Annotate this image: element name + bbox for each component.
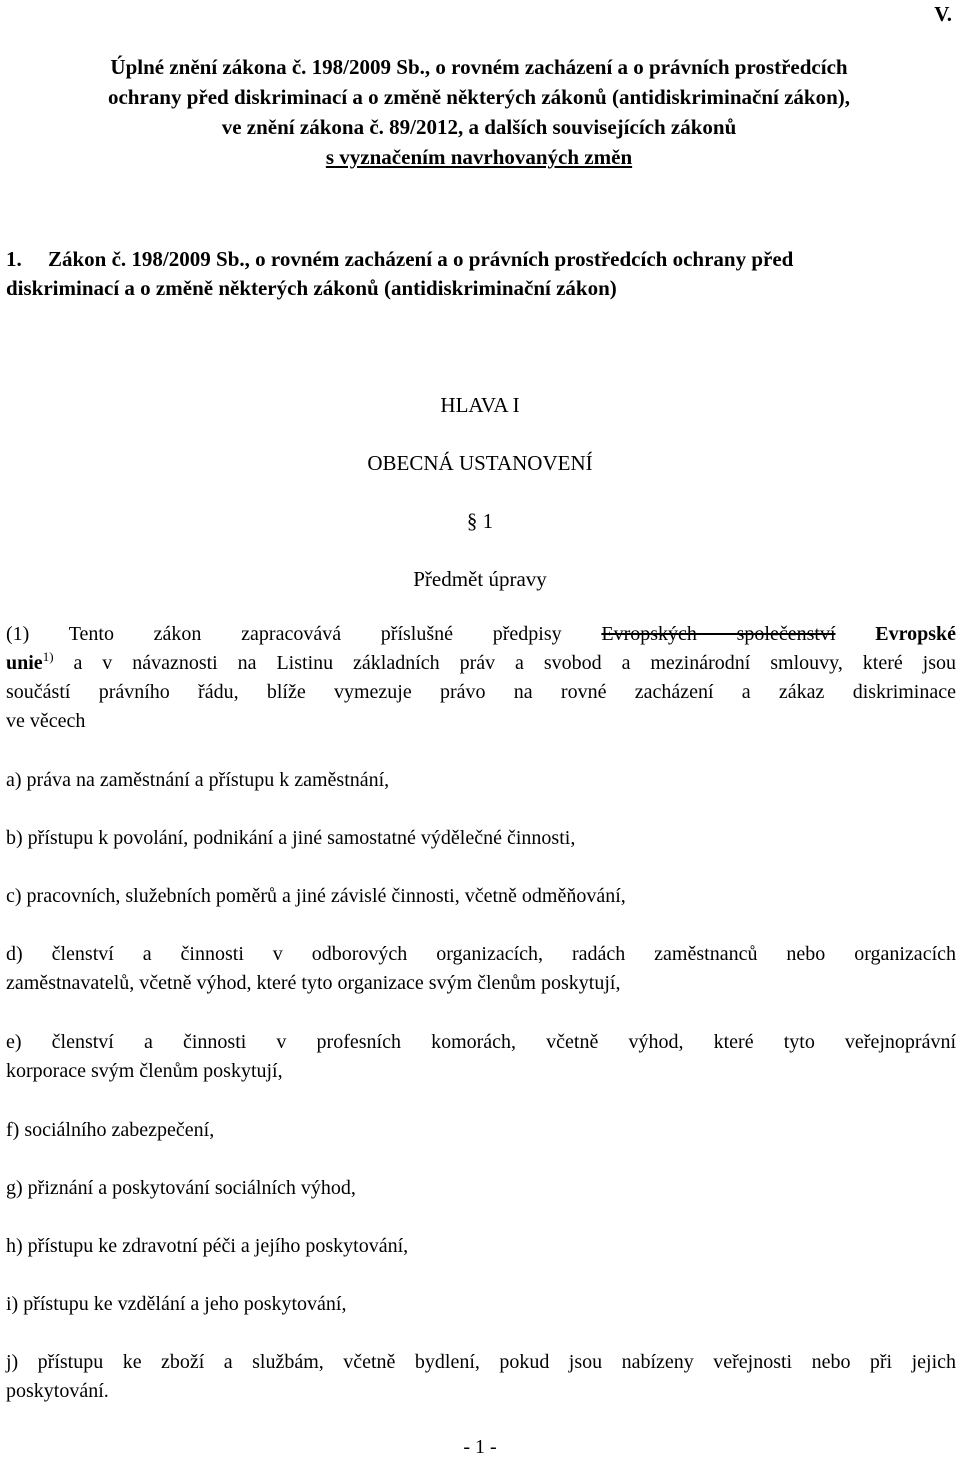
item-h-text: h) přístupu ke zdravotní péči a jejího poskytování, (6, 1235, 409, 1257)
item-f-text: f) sociálního zabezpečení, (6, 1119, 215, 1141)
footnote-ref: 1) (42, 649, 54, 664)
item-c (6, 882, 956, 911)
section-title-text-1: Zákon č. 198/2009 Sb., o rovném zacházení a o právních prostředcích ochrany před (48, 247, 794, 271)
header-line-4: s vyznačením navrhovaných změn (325, 145, 633, 169)
item-b (6, 824, 956, 853)
section-title-text-2: diskriminací a o změně některých zákonů (antidiskriminační zákon) (6, 276, 617, 300)
item-d-line-2: zaměstnavatelů, včetně výhod, které tyto organizace svým členům poskytují, (6, 972, 621, 994)
header-line-2: ochrany před diskriminací a o změně některých zákonů (antidiskriminační zákon), (107, 85, 851, 109)
item-j-line-2: poskytování. (6, 1380, 109, 1402)
item-e-line-2: korporace svým členům poskytují, (6, 1060, 283, 1082)
clause-1-rest-2: a v návaznosti na Listinu základních práv a svobod a mezinárodní smlouvy, které jsou (73, 652, 957, 674)
item-d (6, 940, 956, 998)
item-f (6, 1116, 956, 1145)
item-g (6, 1174, 956, 1203)
struck-text: Evropských společenství (601, 623, 836, 645)
inserted-text-b: unie (6, 652, 43, 674)
item-e-line-1: e) členství a činnosti v profesních komorách, včetně výhod, které tyto veřejnoprávní (6, 1031, 956, 1053)
page-number: - 1 - (463, 1436, 497, 1458)
clause-1-line-1 (6, 620, 956, 649)
item-a-text: a) práva na zaměstnání a přístupu k zaměstnání, (6, 769, 390, 791)
item-b-text: b) přístupu k povolání, podnikání a jiné samostatné výdělečné činnosti, (6, 827, 576, 849)
item-a (6, 766, 956, 795)
document-header (0, 52, 958, 172)
clause-1-line-2 (6, 649, 956, 678)
inserted-text-a: Evropské (875, 623, 957, 645)
section-number: 1. (6, 247, 22, 271)
document-marker: V. (934, 2, 952, 26)
item-i (6, 1290, 956, 1319)
item-i-text: i) přístupu ke vzdělání a jeho poskytování, (6, 1293, 347, 1315)
hlava-name: OBECNÁ USTANOVENÍ (367, 451, 593, 475)
paragraph-title: Předmět úpravy (413, 567, 547, 591)
clause-1-line-4: ve věcech (6, 710, 86, 732)
item-h (6, 1232, 956, 1261)
clause-1 (6, 620, 956, 736)
paragraph-mark: § 1 (466, 509, 494, 533)
item-e (6, 1028, 956, 1086)
header-line-3: ve znění zákona č. 89/2012, a dalších souvisejících zákonů (221, 115, 737, 139)
item-g-text: g) přiznání a poskytování sociálních výhod, (6, 1177, 356, 1199)
clause-1-start: (1) Tento zákon zapracovává příslušné předpisy (6, 623, 562, 645)
item-d-line-1: d) členství a činnosti v odborových organizacích, radách zaměstnanců nebo organizacích (6, 943, 956, 965)
hlava-heading: HLAVA I (440, 393, 520, 417)
item-j-line-1: j) přístupu ke zboží a službám, včetně bydlení, pokud jsou nabízeny veřejnosti nebo při jejich (6, 1351, 956, 1373)
header-line-1: Úplné znění zákona č. 198/2009 Sb., o rovném zacházení a o právních prostředcích (110, 55, 848, 79)
item-j (6, 1348, 956, 1406)
item-c-text: c) pracovních, služebních poměrů a jiné závislé činnosti, včetně odměňování, (6, 885, 626, 907)
section-title-line-1 (6, 245, 956, 274)
section-title (6, 245, 956, 303)
clause-1-line-3: součástí právního řádu, blíže vymezuje právo na rovné zacházení a zákaz diskriminace (6, 681, 956, 703)
